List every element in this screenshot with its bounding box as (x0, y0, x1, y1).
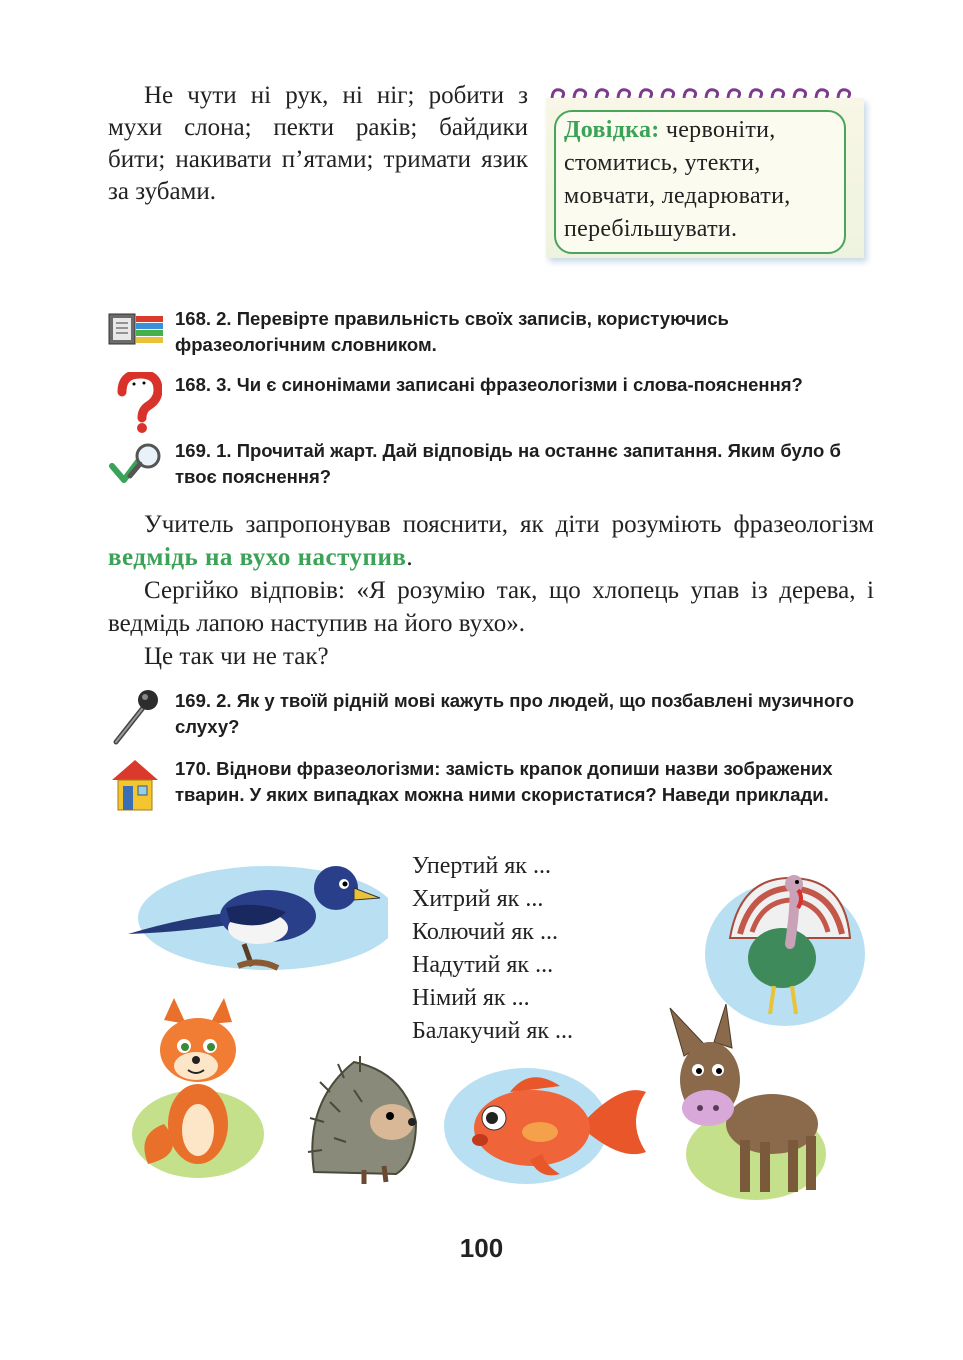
donkey-illustration (660, 1004, 830, 1204)
page-number: 100 (459, 1233, 504, 1263)
magpie-illustration (118, 858, 388, 978)
dialog-p1-after: . (406, 544, 413, 571)
task-168-3: 168. 3. Чи є синонімами записані фразеологізми і слова-пояснення? (175, 374, 803, 395)
phraseology-list: Не чути ні рук, ні ніг; робити з мухи слона; пекти раків; байдики бити; накивати п’ятами; тримати язик за зубами. (108, 82, 528, 205)
task-170: 170. Віднови фразеологізми: замість крапок допиши назви зображених тварин. У яких випадках можна ними скористатися? Наведи приклади. (175, 758, 833, 805)
task-168-2: 168. 2. Перевірте правильність своїх записів, користуючись фразеологічним словником. (175, 308, 729, 355)
reference-words: червоніти, стомитись, утекти, мовчати, ледарювати, перебільшувати. (564, 117, 791, 242)
dialog-answer: Сергійко відповів: «Я розумію так, що хлопець упав із дерева, і ведмідь лапою наступив на його вухо». (108, 577, 874, 637)
house-icon (110, 758, 160, 812)
simile-item: Німий як ... (412, 985, 530, 1011)
reference-label: Довідка: (564, 117, 660, 143)
microphone-icon (110, 688, 160, 746)
task-169-1: 169. 1. Прочитай жарт. Дай відповідь на останнє запитання. Яким було б твоє пояснення? (175, 440, 841, 487)
joke-text (108, 508, 874, 673)
question-mark-icon (112, 372, 162, 434)
simile-item: Балакучий як ... (412, 1018, 574, 1044)
fox-illustration (128, 994, 268, 1180)
dialog-p1-before: Учитель запропонував пояснити, як діти розуміють фразеологізм (144, 511, 874, 538)
simile-item: Надутий як ... (412, 952, 554, 978)
simile-item: Упертий як ... (412, 853, 551, 879)
task-169-2: 169. 2. Як у твоїй рідній мові кажуть про людей, що позбавлені музичного слуху? (175, 690, 855, 737)
dialog-question: Це так чи не так? (144, 643, 329, 670)
hedgehog-illustration (300, 1042, 426, 1188)
simile-item: Хитрий як ... (412, 886, 544, 912)
highlighted-phrase: ведмідь на вухо наступив (108, 544, 407, 571)
simile-list (412, 850, 573, 1048)
magnifier-check-icon (108, 440, 166, 486)
goldfish-illustration (440, 1052, 650, 1192)
reference-note (540, 82, 870, 262)
simile-item: Колючий як ... (412, 919, 558, 945)
dictionary-books-icon (108, 312, 164, 346)
